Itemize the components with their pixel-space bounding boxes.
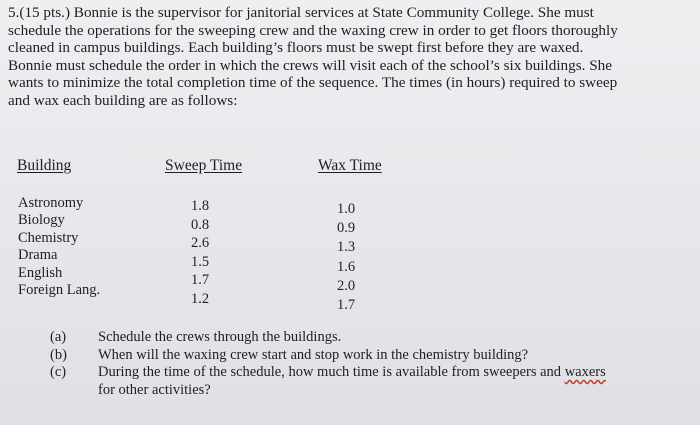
problem-line: schedule the operations for the sweeping crew and the waxing crew in order to get floors thoroughly	[8, 21, 618, 39]
sweep-time-value: 2.6	[190, 235, 210, 251]
sweep-time-list	[184, 197, 216, 308]
sweep-time-value: 1.7	[190, 272, 210, 288]
question-label-b: (b)	[50, 346, 67, 363]
question-labels	[50, 329, 67, 382]
building-column-header: Building	[17, 157, 72, 174]
question-texts	[98, 329, 606, 399]
building-name: Foreign Lang.	[18, 282, 101, 299]
problem-line: and wax each building are as follows:	[8, 91, 238, 109]
problem-line: wants to minimize the total completion time of the sequence. The times (in hours) required to sweep	[8, 74, 618, 92]
building-name: Biology	[18, 212, 65, 229]
problem-line: cleaned in campus buildings. Each building’s floors must be swept first before they are waxed.	[8, 39, 584, 57]
problem-statement	[8, 4, 692, 110]
wax-time-value: 1.7	[336, 297, 356, 314]
wax-time-column-header: Wax Time	[318, 157, 382, 174]
question-c-text-line2: for other activities?	[98, 381, 211, 398]
sweep-time-value: 1.2	[190, 290, 210, 307]
wax-time-value: 1.3	[336, 239, 356, 256]
problem-line: 5.(15 pts.) Bonnie is the supervisor for janitorial services at State Community College. She must	[8, 4, 594, 21]
wax-time-list	[330, 200, 362, 315]
building-name: Chemistry	[18, 229, 79, 246]
problem-line: Bonnie must schedule the order in which the crews will visit each of the school’s six buildings. She	[8, 56, 613, 74]
question-label-a: (a)	[50, 329, 67, 345]
question-c-text-line1	[98, 364, 606, 382]
building-name: Astronomy	[18, 195, 84, 211]
building-name: English	[18, 264, 63, 281]
wax-time-value: 1.0	[336, 201, 356, 217]
sweep-time-value: 1.8	[190, 198, 210, 214]
wax-time-value: 0.9	[336, 220, 356, 237]
question-label-c: (c)	[50, 364, 67, 381]
question-a-text: Schedule the crews through the buildings.	[98, 329, 342, 345]
sweep-time-value: 1.5	[190, 253, 210, 270]
sweep-time-value: 0.8	[190, 216, 210, 233]
building-name: Drama	[18, 247, 58, 264]
building-list	[18, 195, 100, 299]
wax-time-value: 1.6	[336, 258, 356, 275]
wax-time-value: 2.0	[336, 277, 356, 294]
question-c-text-prefix: During the time of the schedule, how much time is available from sweepers and	[98, 364, 565, 381]
sweep-time-column-header: Sweep Time	[165, 157, 243, 174]
spellcheck-flagged-word: waxers	[564, 364, 606, 381]
question-b-text: When will the waxing crew start and stop work in the chemistry building?	[98, 346, 529, 363]
